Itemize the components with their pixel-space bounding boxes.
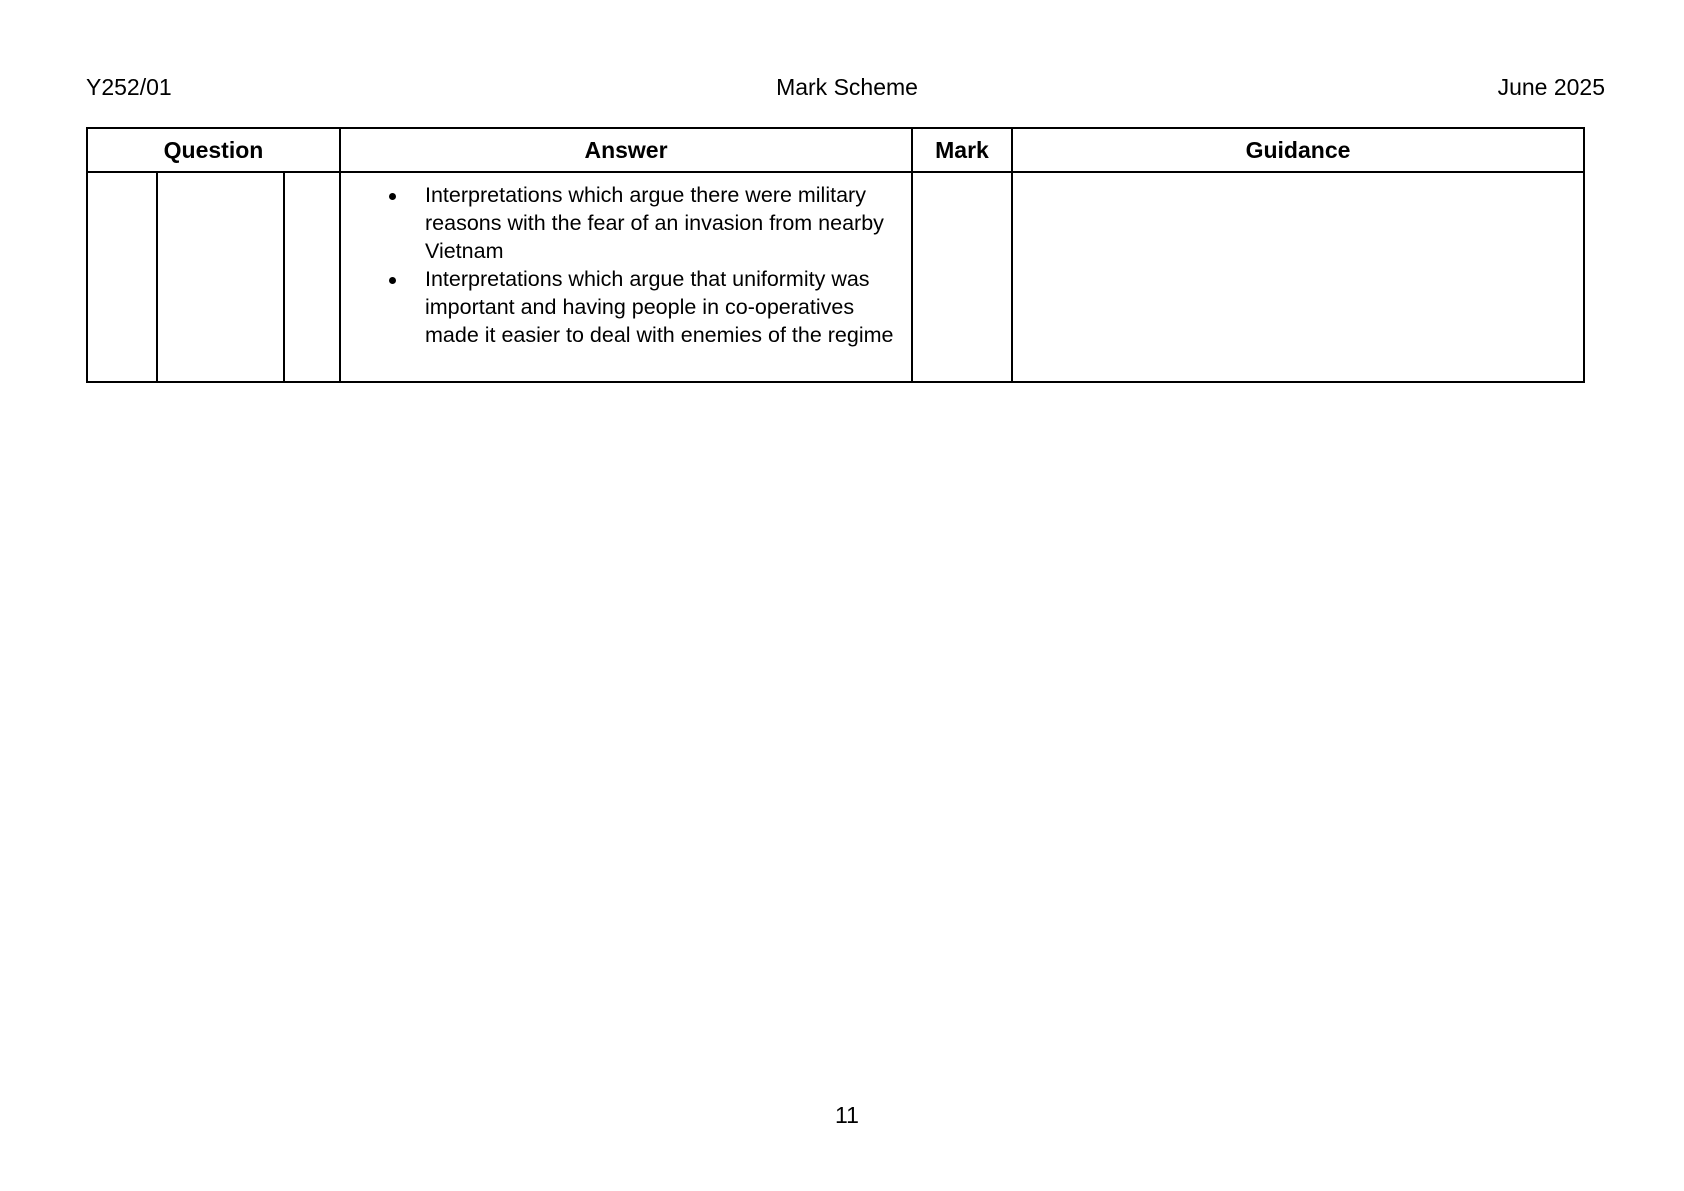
bullet-icon [389,193,396,200]
answer-bullet-list [341,181,901,349]
table-header-row [87,128,1584,172]
bullet-icon [389,277,396,284]
answer-header: Answer [340,128,912,172]
mark-cell [912,172,1012,382]
answer-cell [340,172,912,382]
header-title: Mark Scheme [776,74,918,100]
header-date: June 2025 [1497,74,1605,100]
page-number: 11 [835,1102,859,1128]
question-header: Question [87,128,340,172]
list-item [425,181,901,265]
question-cell-2 [157,172,284,382]
header-code: Y252/01 [86,74,172,100]
list-item [425,265,901,349]
table-row [87,172,1584,382]
mark-scheme-table [86,127,1585,383]
bullet-text: Interpretations which argue that uniformity was important and having people in co-operatives made it easier to deal with enemies of the regime [425,267,894,347]
guidance-header: Guidance [1012,128,1584,172]
guidance-cell [1012,172,1584,382]
question-cell-3 [284,172,340,382]
mark-header: Mark [912,128,1012,172]
bullet-text: Interpretations which argue there were military reasons with the fear of an invasion from nearby Vietnam [425,183,884,263]
question-cell-1 [87,172,157,382]
